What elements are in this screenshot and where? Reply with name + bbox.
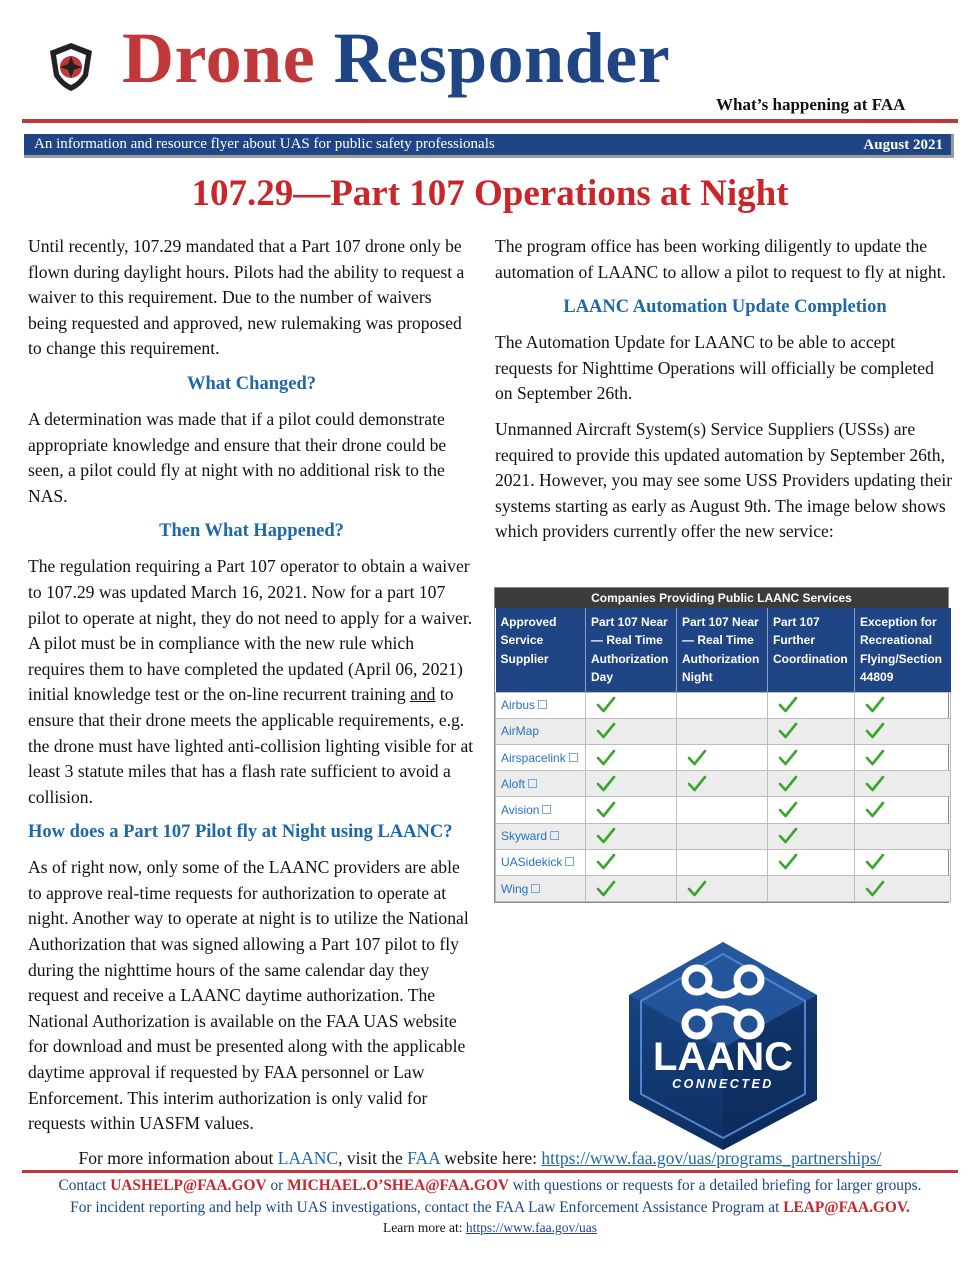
external-link-icon[interactable]	[542, 805, 551, 814]
supplier-cell[interactable]	[496, 823, 586, 849]
check-cell	[855, 849, 951, 875]
heading-how-to-fly-at-night: How does a Part 107 Pilot fly at Night using LAANC?	[28, 822, 453, 843]
check-cell	[586, 692, 677, 718]
check-cell	[855, 875, 951, 901]
contact-line	[0, 1177, 980, 1195]
incident-reporting-line	[0, 1199, 980, 1217]
footer-divider	[22, 1170, 958, 1173]
programs-partnerships-link[interactable]: https://www.faa.gov/uas/programs_partnerships/	[541, 1148, 882, 1168]
supplier-cell[interactable]	[496, 692, 586, 718]
title-word-responder: Responder	[333, 18, 671, 98]
table-row	[496, 745, 951, 771]
external-link-icon[interactable]	[569, 753, 578, 762]
supplier-cell[interactable]	[496, 797, 586, 823]
checkmark-icon	[596, 827, 616, 845]
learn-more-text: Learn more at:	[383, 1220, 466, 1235]
providers-grid	[495, 608, 951, 902]
faa-uas-link[interactable]: https://www.faa.gov/uas	[465, 1220, 597, 1235]
check-cell	[855, 745, 951, 771]
check-cell	[855, 692, 951, 718]
check-cell	[768, 718, 855, 744]
more-info-line	[0, 1148, 960, 1169]
check-cell	[586, 849, 677, 875]
supplier-cell[interactable]	[496, 771, 586, 797]
checkmark-icon	[865, 853, 885, 871]
table-header-row	[496, 608, 951, 692]
check-cell	[586, 718, 677, 744]
table-caption: Companies Providing Public LAANC Services	[495, 588, 948, 608]
checkmark-icon	[596, 853, 616, 871]
masthead-title	[122, 18, 671, 98]
supplier-name[interactable]: UASidekick	[501, 855, 563, 870]
table-row	[496, 823, 951, 849]
check-cell	[768, 875, 855, 901]
subtitle-text: An information and resource flyer about UAS for public safety professionals	[34, 136, 495, 152]
table-row	[496, 771, 951, 797]
check-cell	[677, 718, 768, 744]
external-link-icon[interactable]	[531, 884, 540, 893]
checkmark-icon	[865, 696, 885, 714]
checkmark-icon	[865, 749, 885, 767]
header-day: Part 107 Near — Real Time Authorization Day	[586, 608, 677, 692]
learn-more-line	[0, 1220, 980, 1236]
checkmark-icon	[865, 801, 885, 819]
heading-what-changed: What Changed?	[186, 373, 316, 394]
more-info-text: , visit the	[338, 1148, 408, 1168]
supplier-cell[interactable]	[496, 849, 586, 875]
laanc-connected-badge	[627, 940, 819, 1152]
checkmark-icon	[596, 722, 616, 740]
what-changed-paragraph: A determination was made that if a pilot could demonstrate appropriate knowledge and ensure that their drone could be seen, a pilot could fly at night with no additional risk to the NAS.	[28, 408, 447, 506]
supplier-name[interactable]: Skyward	[501, 829, 548, 844]
uashelp-email-link[interactable]: UASHELP@FAA.GOV	[110, 1177, 267, 1194]
heading-then-what-happened: Then What Happened?	[159, 521, 344, 542]
check-cell	[855, 823, 951, 849]
checkmark-icon	[778, 775, 798, 793]
page-headline: 107.29—Part 107 Operations at Night	[191, 173, 789, 214]
checkmark-icon	[687, 749, 707, 767]
checkmark-icon	[778, 696, 798, 714]
supplier-cell[interactable]	[496, 745, 586, 771]
check-cell	[768, 849, 855, 875]
shield-logo-icon	[48, 42, 94, 92]
supplier-name[interactable]: Aloft	[501, 776, 526, 791]
checkmark-icon	[865, 880, 885, 898]
check-cell	[677, 823, 768, 849]
check-cell	[855, 797, 951, 823]
checkmark-icon	[865, 722, 885, 740]
masthead	[0, 0, 980, 170]
check-cell	[677, 849, 768, 875]
check-cell	[586, 823, 677, 849]
then-what-happened-paragraph	[28, 554, 475, 810]
external-link-icon[interactable]	[538, 700, 547, 709]
header-night: Part 107 Near — Real Time Authorization Night	[677, 608, 768, 692]
checkmark-icon	[778, 722, 798, 740]
check-cell	[855, 718, 951, 744]
table-body	[496, 692, 951, 902]
header-supplier: Approved Service Supplier	[496, 608, 586, 692]
faa-link[interactable]: FAA	[407, 1148, 440, 1168]
masthead-tagline: What’s happening at FAA	[716, 95, 906, 114]
badge-word: LAANC	[653, 1035, 793, 1079]
header-recreational: Exception for Recreational Flying/Section 44809	[855, 608, 951, 692]
masthead-divider	[22, 119, 958, 123]
check-cell	[586, 875, 677, 901]
check-cell	[677, 797, 768, 823]
checkmark-icon	[596, 880, 616, 898]
table-row	[496, 718, 951, 744]
paragraph-text-part: The regulation requiring a Part 107 operator to obtain a waiver to 107.29 was updated March 16, 2021. Now for a part 107 pilot to operate at night, they do not need to apply for a waiver. A pilot must be in compliance with the new rule which requires them to have completed the updated (April 06, 2021) initial knowledge test or the on-line recurrent training	[28, 556, 473, 705]
checkmark-icon	[596, 696, 616, 714]
check-cell	[768, 692, 855, 718]
check-cell	[586, 745, 677, 771]
check-cell	[586, 797, 677, 823]
supplier-name[interactable]: Airspacelink	[501, 750, 566, 765]
header-further-coordination: Part 107 Further Coordination	[768, 608, 855, 692]
check-cell	[768, 797, 855, 823]
left-column	[28, 234, 475, 1147]
table-row	[496, 849, 951, 875]
table-row	[496, 797, 951, 823]
contact-text: with questions or requests for a detailed briefing for larger groups.	[508, 1177, 922, 1194]
more-info-text: For more information about	[78, 1148, 278, 1168]
underlined-and: and	[410, 684, 436, 705]
title-word-drone: Drone	[122, 18, 316, 98]
contact-text: or	[266, 1177, 288, 1194]
checkmark-icon	[778, 827, 798, 845]
table-row	[496, 692, 951, 718]
intro-paragraph: Until recently, 107.29 mandated that a Part 107 drone only be flown during daylight hours. Pilots had the ability to request a waiver to this requirement. Due to the number of waivers being requested and approved, new rulemaking was proposed to change this requirement.	[28, 236, 465, 359]
supplier-cell[interactable]	[496, 875, 586, 901]
check-cell	[677, 771, 768, 797]
checkmark-icon	[687, 880, 707, 898]
leap-email-link[interactable]: LEAP@FAA.GOV.	[783, 1199, 910, 1216]
contact-text: Contact	[58, 1177, 111, 1194]
automation-update-paragraph: The Automation Update for LAANC to be able to accept requests for Nighttime Operations will officially be completed on September 26th.	[495, 332, 934, 404]
checkmark-icon	[596, 775, 616, 793]
checkmark-icon	[778, 749, 798, 767]
external-link-icon[interactable]	[528, 779, 537, 788]
check-cell	[768, 745, 855, 771]
supplier-cell	[496, 718, 586, 744]
table-row	[496, 875, 951, 901]
check-cell	[677, 875, 768, 901]
supplier-name: AirMap	[501, 724, 540, 739]
supplier-name[interactable]: Avision	[501, 802, 540, 817]
how-to-fly-paragraph: As of right now, only some of the LAANC providers are able to approve real-time requests for authorization to operate at night. Another way to operate at night is to utilize the National Authorization that was signed allowing a Part 107 pilot to fly during the nighttime hours of the same calendar day they request and receive a LAANC daytime authorization. The National Authorization is available on the FAA UAS website for download and must be presented along with the applicable daytime approval if requested by FAA personnel or Law Enforcement. This interim authorization is only valid for requests within UASFM values.	[28, 857, 469, 1134]
checkmark-icon	[687, 775, 707, 793]
laanc-providers-table	[494, 587, 949, 903]
external-link-icon[interactable]	[550, 831, 559, 840]
check-cell	[586, 771, 677, 797]
program-office-paragraph: The program office has been working diligently to update the automation of LAANC to allow a pilot to request to fly at night.	[495, 236, 947, 282]
external-link-icon[interactable]	[565, 857, 574, 866]
more-info-text: website here:	[439, 1148, 542, 1168]
checkmark-icon	[865, 775, 885, 793]
supplier-name[interactable]: Wing	[501, 881, 529, 896]
heading-laanc-update: LAANC Automation Update Completion	[563, 297, 887, 318]
check-cell	[768, 771, 855, 797]
right-column	[495, 234, 955, 555]
check-cell	[768, 823, 855, 849]
uss-paragraph: Unmanned Aircraft System(s) Service Suppliers (USSs) are required to provide this updated automation by September 26th, 2021. However, you may see some USS Providers updating their systems starting as early as August 9th. The image below shows which providers currently offer the new service:	[495, 418, 953, 542]
check-cell	[855, 771, 951, 797]
check-cell	[677, 745, 768, 771]
checkmark-icon	[596, 749, 616, 767]
supplier-name[interactable]: Airbus	[501, 698, 536, 713]
laanc-link[interactable]: LAANC	[277, 1148, 339, 1168]
checkmark-icon	[778, 801, 798, 819]
report-text: For incident reporting and help with UAS investigations, contact the FAA Law Enforcement Assistance Program at	[70, 1199, 784, 1216]
checkmark-icon	[596, 801, 616, 819]
badge-subtext: CONNECTED	[672, 1077, 774, 1091]
subtitle-bar	[24, 134, 954, 158]
michael-oshea-email-link[interactable]: MICHAEL.O’SHEA@FAA.GOV	[287, 1177, 509, 1194]
check-cell	[677, 692, 768, 718]
issue-date: August 2021	[863, 137, 943, 153]
paragraph-text-part: to ensure that their drone meets the applicable requirements, e.g. the drone must have lighted anti-collision lighting visible for at least 3 statute miles that has a flash rate sufficient to avoid a collision.	[28, 684, 474, 807]
checkmark-icon	[778, 853, 798, 871]
